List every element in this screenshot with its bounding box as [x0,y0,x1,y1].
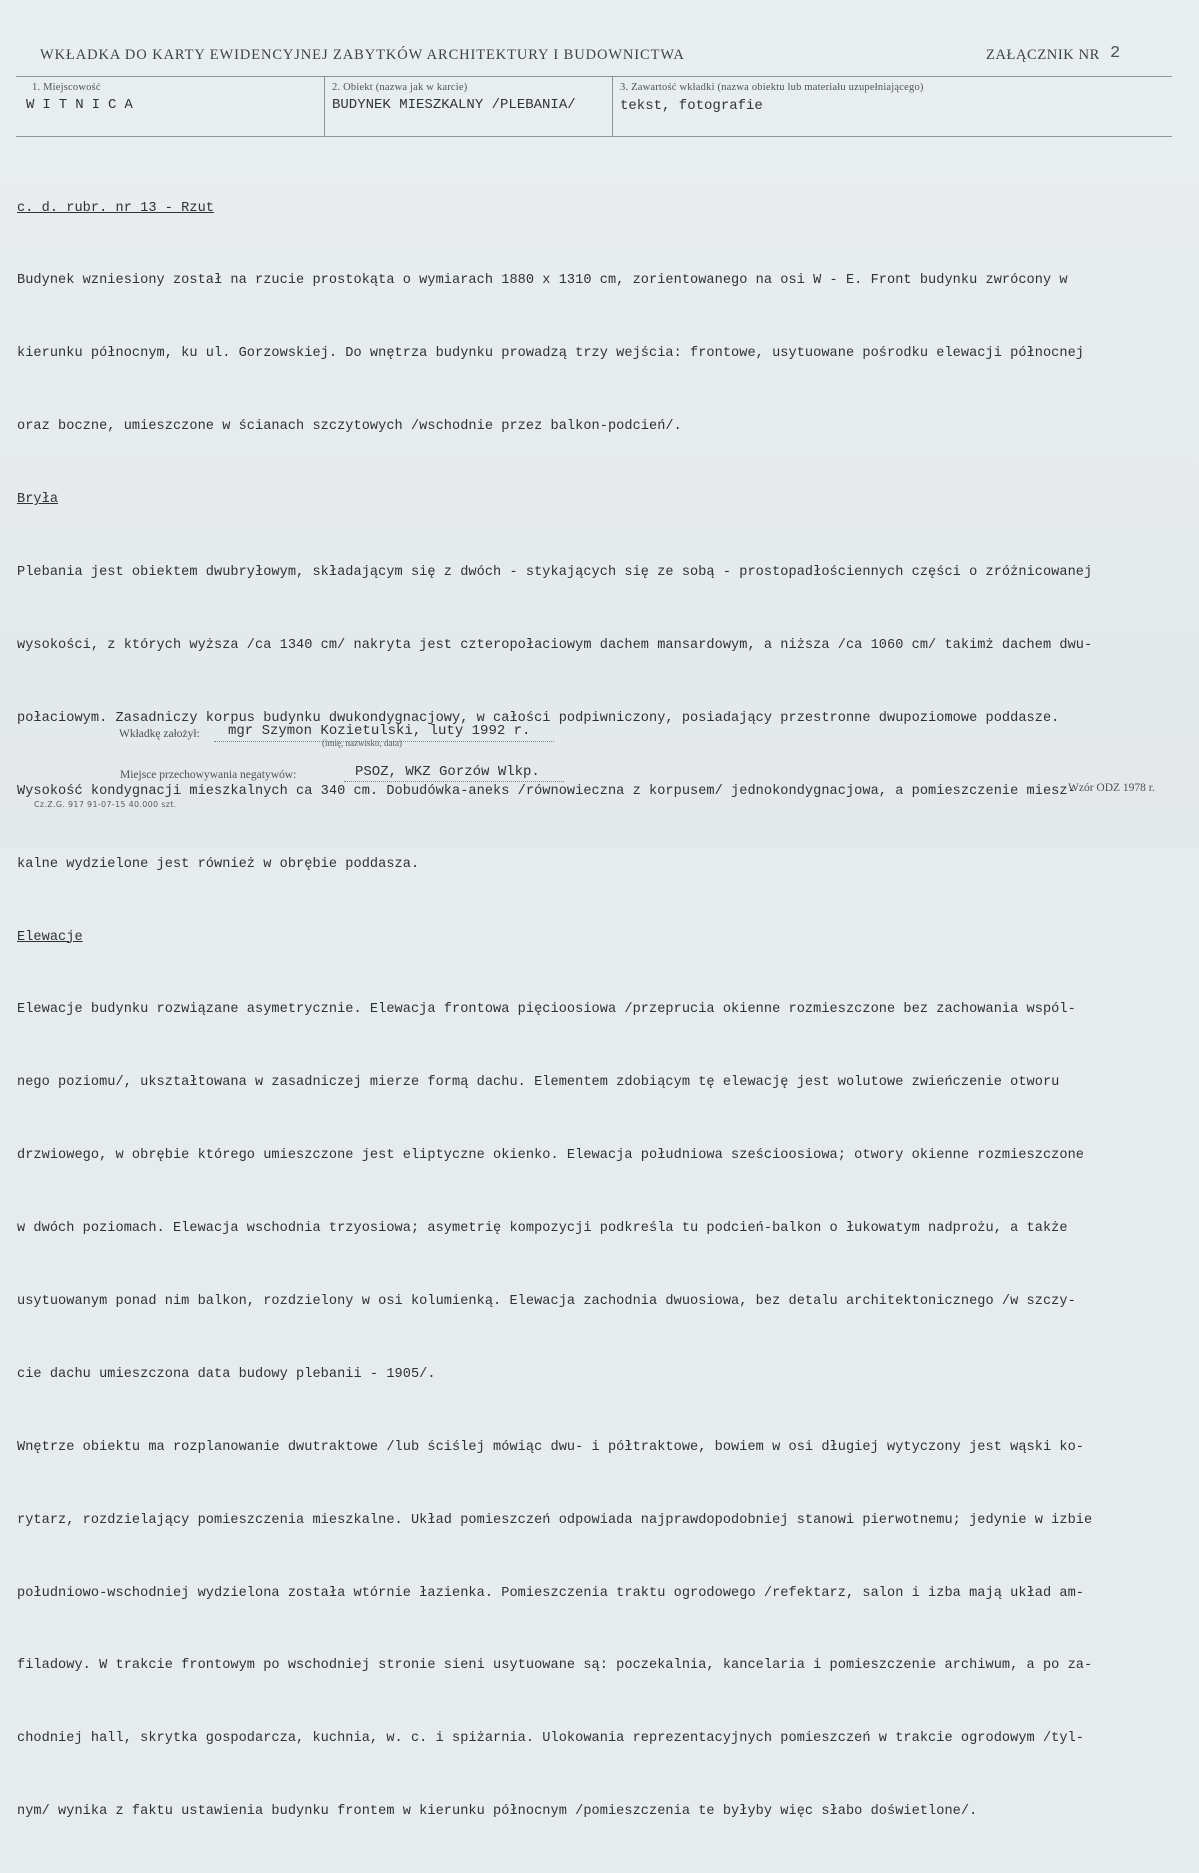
section-heading-elevations: Elewacje [17,929,83,945]
text-line: filadowy. W trakcie frontowym po wschodniej stronie sieni usytuowane są: poczekalnia, kancelaria i pomieszczenie archiwum, a po za- [17,1658,1093,1674]
storage-value: PSOZ, WKZ Gorzów Wlkp. [355,764,540,780]
author-label: Wkładkę założył: [119,728,200,740]
text-line: nym/ wynika z faktu ustawienia budynku frontem w kierunku północnym /pomieszczenia te byłyby więc słabo doświetlone/. [17,1804,978,1820]
text-line: nego poziomu/, ukształtowana w zasadniczej mierze formą dachu. Elementem zdobiącym tę elewację jest wolutowe zwieńczenie otworu [17,1075,1060,1091]
text-line: wysokości, z których wyższa /ca 1340 cm/ nakryta jest czteropołaciowym dachem mansardowym, a niższa /ca 1060 cm/ takimż dachem dwu- [17,637,1093,653]
card-header-title: WKŁADKA DO KARTY EWIDENCYJNEJ ZABYTKÓW ARCHITEKTURY I BUDOWNICTWA [40,47,685,63]
header-rule-bottom [16,136,1172,137]
description-text [17,148,1192,1873]
text-line: cie dachu umieszczona data budowy plebanii - 1905/. [17,1366,436,1382]
section-heading-massing: Bryła [17,492,59,508]
section-heading-plan: c. d. rubr. nr 13 - Rzut [17,200,214,216]
text-line: kalne wydzielone jest również w obrębie poddasza. [17,856,420,872]
content-value: tekst, fotografie [620,98,763,114]
text-line: drzwiowego, w obrębie którego umieszczone jest eliptyczne okienko. Elewacja południowa sześcioosiowa; otwory okienne rozmieszczone [17,1148,1084,1164]
annex-number: 2 [1110,44,1121,63]
text-line: usytuowanym ponad nim balkon, rozdzielony w osi kolumienką. Elewacja zachodnia dwuosiowa, bez detalu architektonicznego /w szczy- [17,1293,1076,1309]
text-line: w dwóch poziomach. Elewacja wschodnia trzyosiowa; asymetrię kompozycji podkreśla tu podcień-balkon o łukowatym nadprożu, a także [17,1221,1068,1237]
text-line: Budynek wzniesiony został na rzucie prostokąta o wymiarach 1880 x 1310 cm, zorientowanego na osi W - E. Front budynku zwrócony w [17,273,1068,289]
object-value: BUDYNEK MIESZKALNY /PLEBANIA/ [332,97,576,113]
text-line: oraz boczne, umieszczone w ścianach szczytowych /wschodnie przez balkon-podcień/. [17,419,682,435]
text-line: Elewacje budynku rozwiązane asymetrycznie. Elewacja frontowa pięcioosiowa /przeprucia okienne rozmieszczone bez zachowania wspól- [17,1002,1076,1018]
text-line: kierunku północnym, ku ul. Gorzowskiej. Do wnętrza budynku prowadzą trzy wejścia: frontowe, usytuowane pośrodku elewacji północnej [17,346,1084,362]
annex-label: ZAŁĄCZNIK NR [986,47,1100,63]
text-line: chodniej hall, skrytka gospodarcza, kuchnia, w. c. i spiżarnia. Ulokowania reprezentacyjnych pomieszczeń w trakcie ogrodowym /tyl- [17,1731,1084,1747]
place-label: 1. Miejscowość [32,82,101,93]
pattern-note: Wzór ODZ 1978 r. [1068,782,1155,794]
field-divider-2 [612,76,613,136]
text-line: Plebania jest obiektem dwubryłowym, składającym się z dwóch - stykających się ze sobą - prostopadłościennych części o zróżnicowanej [17,565,1093,581]
text-line: Wysokość kondygnacji mieszkalnych ca 340 cm. Dobudówka-aneks /równowieczna z korpusem/ jednokondygnacjowa, a pomieszczenie miesz- [17,783,1076,799]
content-label: 3. Zawartość wkładki (nazwa obiektu lub materiału uzupełniającego) [620,82,924,93]
author-value: mgr Szymon Kozietulski, luty 1992 r. [228,723,531,739]
object-label: 2. Obiekt (nazwa jak w karcie) [332,82,468,93]
field-divider-1 [324,76,325,136]
storage-label: Miejsce przechowywania negatywów: [120,769,297,781]
header-rule-top [16,76,1172,77]
print-note: Cz.Z.G. 917 91-07-15 40.000 szt. [34,800,177,809]
storage-dotline [344,780,564,782]
place-value: WITNICA [26,97,141,113]
text-line: rytarz, rozdzielający pomieszczenia mieszkalne. Układ pomieszczeń odpowiada najprawdopodobniej stanowi pierwotnemu; jedynie w izbie [17,1512,1093,1528]
text-line: południowo-wschodniej wydzielona została wtórnie łazienka. Pomieszczenia traktu ogrodowego /refektarz, salon i izba mają układ am- [17,1585,1084,1601]
text-line: połaciowym. Zasadniczy korpus budynku dwukondygnacjowy, w całości podpiwniczony, posiadający przestronne dwupoziomowe poddasze. [17,710,1060,726]
author-sub-label: (imię, nazwisko, data) [322,738,402,748]
text-line-interior: Wnętrze obiektu ma rozplanowanie dwutraktowe /lub ściślej mówiąc dwu- i półtraktowe, bowiem w osi długiej wytyczony jest wąski ko- [17,1439,1084,1455]
